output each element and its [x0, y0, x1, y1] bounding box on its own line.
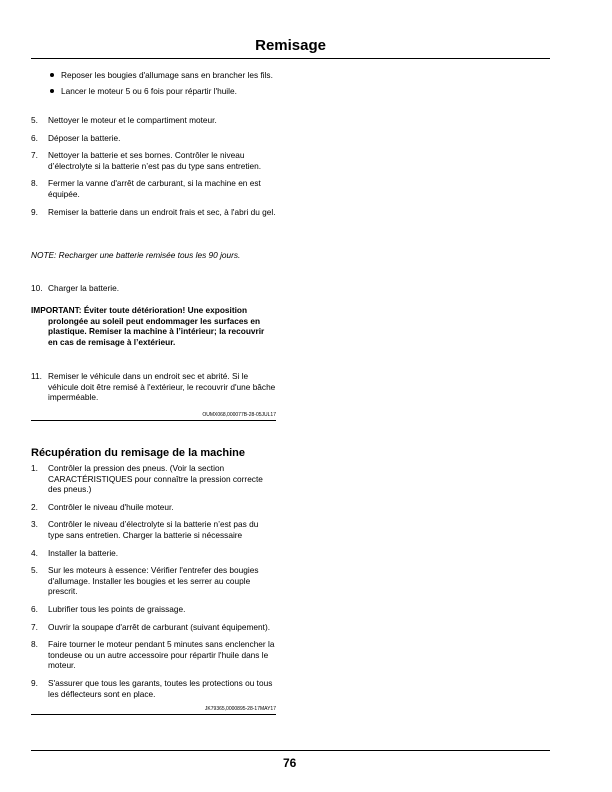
page-number: 76 — [283, 756, 297, 770]
section-title: Récupération du remisage de la machine — [31, 447, 245, 459]
step-text: Lubrifier tous les points de graissage. — [48, 603, 186, 614]
step-number: 7. — [31, 150, 38, 161]
step-number: 7. — [31, 621, 38, 632]
list-item — [31, 502, 276, 513]
bullet-item — [50, 70, 276, 81]
reference-code: JK79365,0000895-28-17MAY17 — [31, 706, 276, 715]
bullet-text: Reposer les bougies d'allumage sans en brancher les fils. — [61, 70, 273, 80]
step-number: 9. — [31, 677, 38, 688]
step-text: Nettoyer le moteur et le compartiment moteur. — [48, 115, 217, 125]
note-text: NOTE: Recharger une batterie remisée tous les 90 jours. — [31, 250, 241, 260]
list-item — [31, 548, 276, 559]
bullet-list — [50, 70, 276, 101]
step-number: 5. — [31, 115, 38, 125]
recovery-steps-list — [31, 463, 276, 699]
step-text: Faire tourner le moteur pendant 5 minutes sans enclencher la tondeuse ou un autre accessoire pour répartir l'huile dans le moteur. — [48, 639, 275, 671]
list-item — [31, 178, 276, 199]
page-title: Remisage — [255, 37, 326, 54]
reference-code: OUMX068,000077B-28-05JUL17 — [31, 412, 276, 421]
list-item — [31, 519, 276, 540]
list-item — [31, 115, 276, 126]
step-number: 6. — [31, 132, 38, 143]
recovery-section — [31, 447, 276, 715]
step-number: 1. — [31, 463, 38, 473]
list-item — [31, 371, 276, 403]
storage-steps-list — [31, 115, 276, 217]
bullet-text: Lancer le moteur 5 ou 6 fois pour répartir l'huile. — [61, 85, 237, 96]
step-10-block — [31, 283, 276, 301]
storage-section — [31, 115, 276, 224]
list-item — [31, 150, 276, 171]
list-item — [31, 622, 276, 633]
step-10-list — [31, 283, 276, 294]
important-text: IMPORTANT: Éviter toute détérioration! Une exposition prolongée au soleil peut endommager les surfaces en plastique. Remiser la machine à l’intérieur; la recouvrir en cas de remisage à l’extérieur. — [31, 305, 265, 347]
step-number: 8. — [31, 639, 38, 650]
step-11-block — [31, 371, 276, 410]
step-number: 9. — [31, 206, 38, 217]
list-item — [31, 283, 276, 294]
step-text: Contrôler le niveau d'huile moteur. — [48, 501, 174, 512]
footer-rule — [31, 750, 550, 751]
list-item — [31, 678, 276, 699]
step-number: 11. — [31, 371, 42, 381]
list-item — [31, 604, 276, 615]
list-item — [31, 133, 276, 144]
step-number: 3. — [31, 519, 38, 530]
step-text: Remiser la batterie dans un endroit frais et sec, à l'abri du gel. — [48, 206, 276, 217]
step-number: 2. — [31, 501, 38, 512]
step-text: Déposer la batterie. — [48, 132, 121, 143]
bullet-item — [50, 86, 276, 97]
step-text: Remiser le véhicule dans un endroit sec et abrité. Si le véhicule doit être remisé à l'extérieur, le recouvrir d'une bâche imperméable. — [48, 371, 276, 403]
list-item — [31, 463, 276, 495]
step-number: 10. — [31, 283, 43, 293]
step-number: 6. — [31, 603, 38, 614]
bullet-icon — [50, 73, 54, 77]
step-text: Contrôler la pression des pneus. (Voir la section CARACTÉRISTIQUES pour connaître la pression correcte des pneus.) — [48, 463, 263, 495]
step-number: 5. — [31, 565, 38, 576]
step-11-list — [31, 371, 276, 403]
list-item — [31, 639, 276, 671]
bullet-icon — [50, 89, 54, 93]
step-text: Ouvrir la soupape d'arrêt de carburant (suivant équipement). — [48, 621, 271, 632]
list-item — [31, 565, 276, 597]
note-block — [31, 250, 276, 261]
step-text: Contrôler le niveau d’électrolyte si la batterie n’est pas du type sans entretien. Charger la batterie si nécessaire — [48, 519, 259, 540]
step-number: 4. — [31, 547, 38, 558]
reference-block — [31, 412, 276, 421]
step-text: Sur les moteurs à essence: Vérifier l'entrefer des bougies d'allumage. Installer les bougies et les serrer au couple prescrit. — [48, 565, 259, 597]
step-text: Fermer la vanne d'arrêt de carburant, si la machine en est équipée. — [48, 178, 261, 199]
step-text: Charger la batterie. — [48, 283, 120, 293]
header-rule — [31, 58, 550, 59]
important-block — [31, 305, 276, 347]
step-text: Nettoyer la batterie et ses bornes. Contrôler le niveau d’électrolyte si la batterie n’est pas du type sans entretien. — [48, 150, 262, 171]
list-item — [31, 207, 276, 218]
step-number: 8. — [31, 178, 38, 189]
step-text: S'assurer que tous les garants, toutes les protections ou tous les déflecteurs sont en place. — [48, 677, 273, 699]
step-text: Installer la batterie. — [48, 547, 119, 558]
